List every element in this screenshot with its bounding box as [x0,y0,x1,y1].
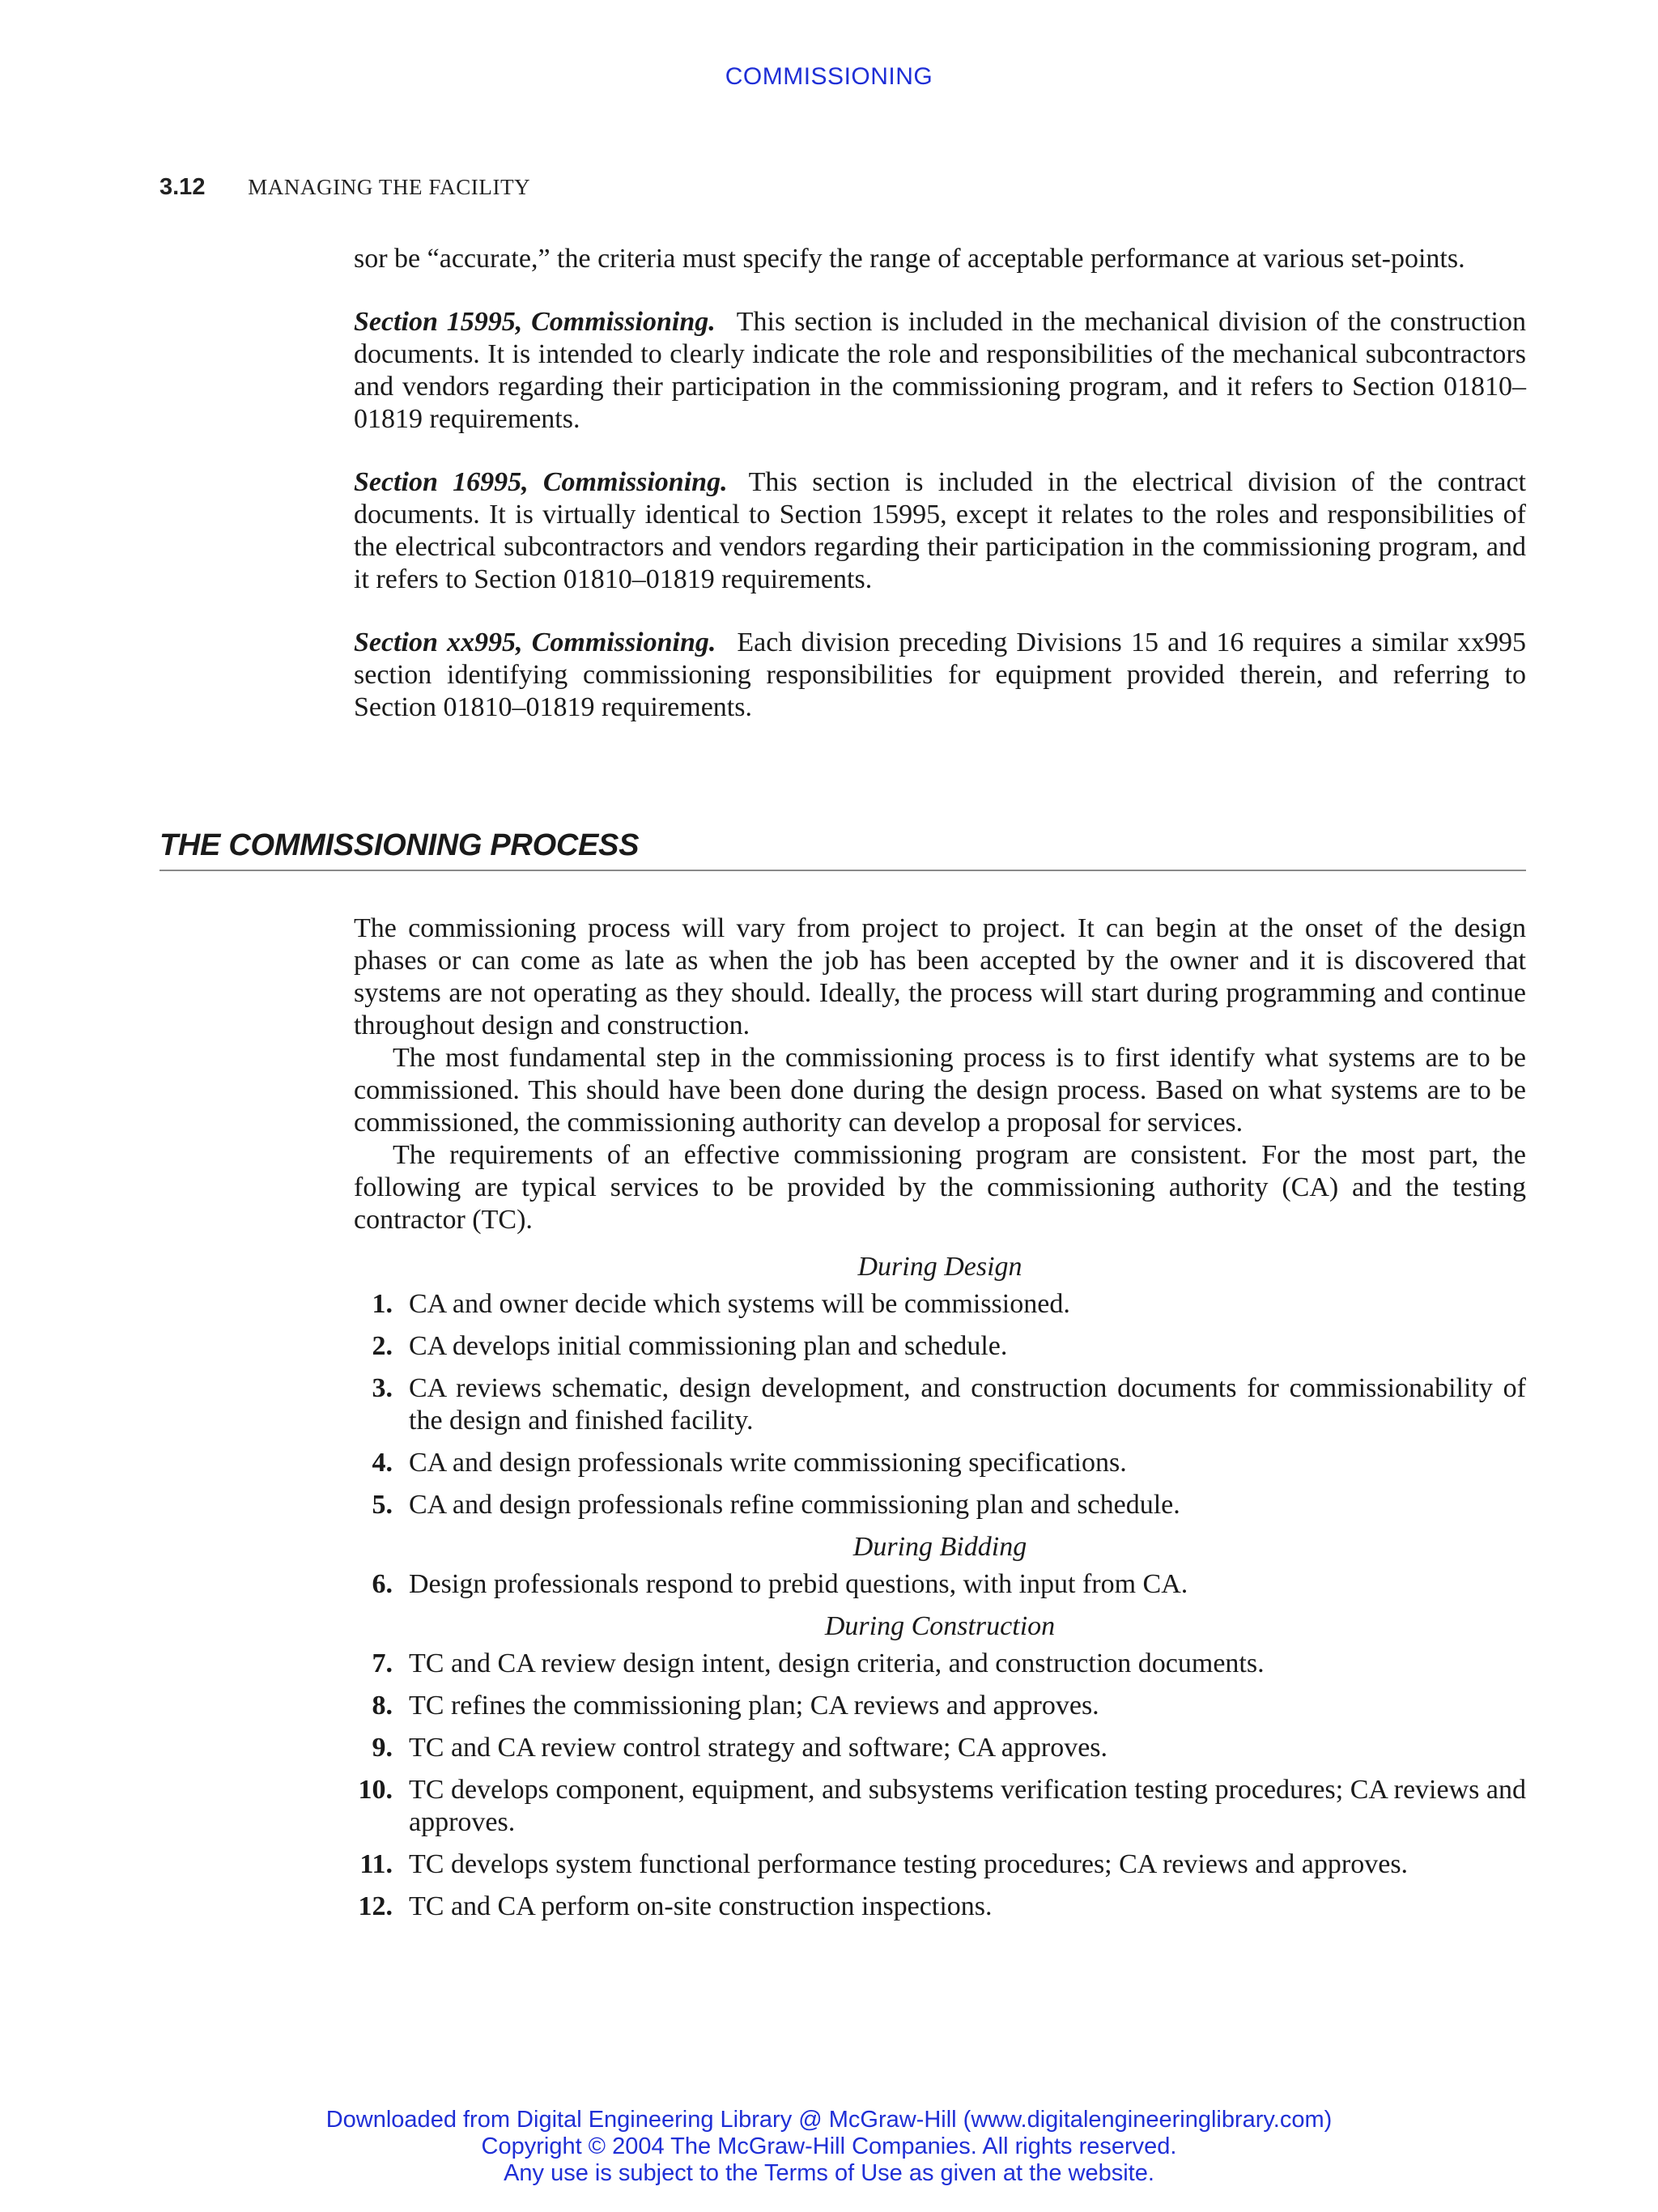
services-list [354,1568,1526,1601]
services-list [354,1288,1526,1521]
item-number: 6. [372,1569,393,1599]
item-text: TC and CA review control strategy and software; CA approves. [409,1733,1108,1763]
footer [0,2107,1658,2187]
section-paragraph [354,627,1526,724]
page-header: COMMISSIONING [725,63,933,90]
item-text: CA and design professionals write commissioning specifications. [409,1448,1127,1478]
list-item [354,1891,1526,1923]
section-text: This section is included in the electrical division of the contract documents. It is virtually identical to Section 15995, except it relates to the roles and responsibilities of the electrical subcontractors and vendors regarding their participation in the commissioning program, and it refers to Section 01810–01819 requirements. [354,467,1526,594]
list-item [354,1489,1526,1521]
section-text: This section is included in the mechanical division of the construction documents. It is intended to clearly indicate the role and responsibilities of the mechanical subcontractors and vendors regarding their participation in the commissioning program, and it refers to Section 01810–01819 requirements. [354,307,1526,434]
item-number: 7. [372,1648,393,1678]
phase-subhead: During Design [857,1252,1022,1282]
list-item [354,1690,1526,1722]
item-text: Design professionals respond to prebid questions, with input from CA. [409,1569,1188,1599]
list-item [354,1372,1526,1437]
list-item [354,1447,1526,1479]
section-run-head: Section 15995, Commissioning. [354,307,716,337]
section-heading: THE COMMISSIONING PROCESS [159,828,1526,871]
item-text: CA and owner decide which systems will be commissioned. [409,1289,1070,1319]
item-number: 3. [372,1373,393,1403]
list-item [354,1330,1526,1363]
item-text: CA develops initial commissioning plan and schedule. [409,1331,1008,1361]
phase-subhead: During Bidding [852,1532,1027,1562]
section-text: Each division preceding Divisions 15 and 16 requires a similar xx995 section identifying commissioning responsibilities for equipment provided therein, and referring to Section 01810–01819 requirements. [354,627,1526,722]
footer-download-line[interactable]: Downloaded from Digital Engineering Library @ McGraw-Hill (www.digitalengineeringlibrary.com) [325,2107,1333,2133]
section-run-head: Section xx995, Commissioning. [354,627,716,657]
process-paragraph: The commissioning process will vary from project to project. It can begin at the onset of the design phases or can come as late as when the job has been accepted by the owner and it is discovered that systems are not operating as they should. Ideally, the process will start during programming and continue throughout design and construction. [354,913,1526,1040]
services-list [354,1648,1526,1923]
list-item [354,1774,1526,1839]
process-body [354,912,1526,1933]
item-number: 4. [372,1448,393,1478]
list-item [354,1648,1526,1680]
intro-paragraph: sor be “accurate,” the criteria must specify the range of acceptable performance at various set-points. [354,244,1465,274]
item-number: 10. [358,1775,393,1805]
page-number: 3.12 [159,174,206,200]
list-item [354,1732,1526,1764]
list-item [354,1568,1526,1601]
footer-terms-line[interactable]: Any use is subject to the Terms of Use as given at the website. [504,2160,1154,2186]
item-text: CA and design professionals refine commissioning plan and schedule. [409,1490,1180,1520]
process-paragraph: The most fundamental step in the commissioning process is to first identify what systems are to be commissioned. This should have been done during the design process. Based on what systems are to be commissioned, the commissioning authority can develop a proposal for services. [354,1043,1526,1138]
item-number: 12. [358,1891,393,1921]
phase-subhead: During Construction [824,1611,1056,1641]
item-text: TC develops component, equipment, and subsystems verification testing procedures; CA reviews and approves. [409,1775,1526,1837]
section-paragraph [354,466,1526,596]
item-text: TC and CA perform on-site construction inspections. [409,1891,993,1921]
section-paragraph [354,306,1526,436]
running-head [159,174,530,201]
item-text: TC develops system functional performance testing procedures; CA reviews and approves. [409,1849,1409,1879]
item-number: 2. [372,1331,393,1361]
process-paragraph: The requirements of an effective commissioning program are consistent. For the most part, the following are typical services to be provided by the commissioning authority (CA) and the testing contractor (TC). [354,1140,1526,1235]
item-number: 11. [359,1849,393,1879]
item-number: 5. [372,1490,393,1520]
running-head-title: MANAGING THE FACILITY [248,175,531,199]
item-number: 8. [372,1691,393,1721]
item-text: TC refines the commissioning plan; CA reviews and approves. [409,1691,1099,1721]
item-number: 9. [372,1733,393,1763]
section-run-head: Section 16995, Commissioning. [354,467,728,497]
list-item [354,1288,1526,1321]
item-number: 1. [372,1289,393,1319]
upper-body [354,243,1526,724]
list-item [354,1848,1526,1881]
item-text: TC and CA review design intent, design criteria, and construction documents. [409,1648,1265,1678]
footer-copyright-line: Copyright © 2004 The McGraw-Hill Companies. All rights reserved. [481,2133,1177,2159]
item-text: CA reviews schematic, design development, and construction documents for commissionability of the design and finished facility. [409,1373,1526,1436]
